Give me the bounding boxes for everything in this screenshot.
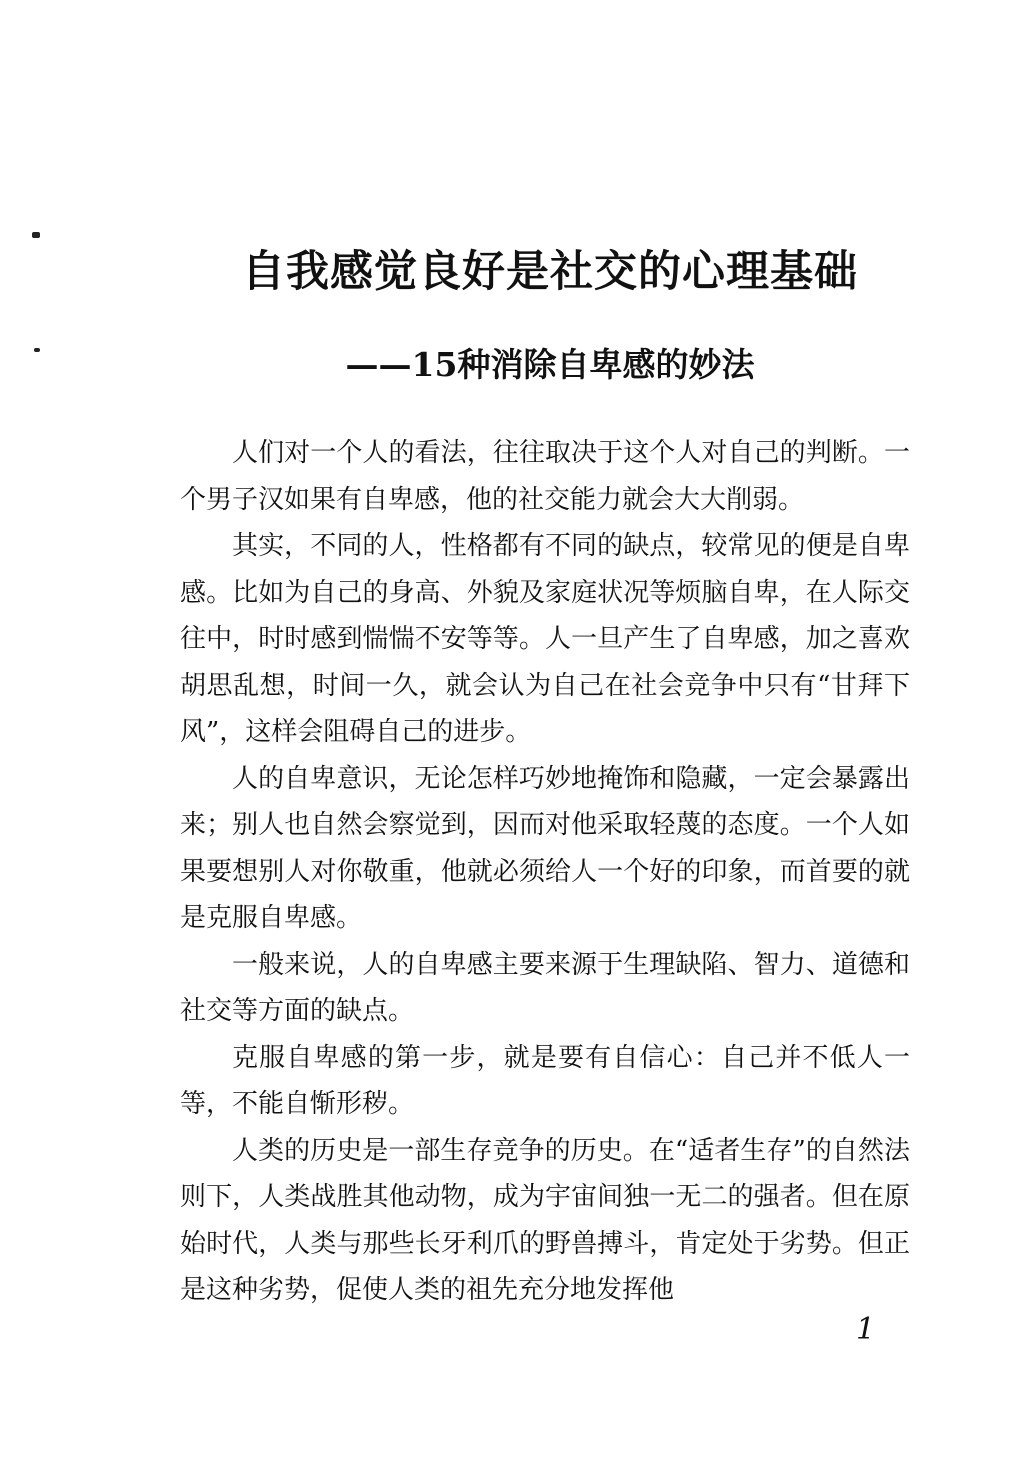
page-subtitle: ——15种消除自卑感的妙法 (345, 345, 755, 384)
paragraph: 人的自卑意识，无论怎样巧妙地掩饰和隐藏，一定会暴露出来；别人也自然会察觉到，因而对他采取轻蔑的态度。一个人如果要想别人对你敬重，他就必须给人一个好的印象，而首要的就是克服自卑感。 (180, 763, 910, 933)
page-number: 1 (856, 1312, 876, 1347)
paragraph: 人类的历史是一部生存竞争的历史。在“适者生存”的自然法则下，人类战胜其他动物，成为宇宙间独一无二的强者。但在原始时代，人类与那些长牙利爪的野兽搏斗，肯定处于劣势。但正是这种劣势，促使人类的祖先充分地发挥他 (180, 1135, 910, 1305)
paragraph: 其实，不同的人，性格都有不同的缺点，较常见的便是自卑感。比如为自己的身高、外貌及家庭状况等烦脑自卑，在人际交往中，时时感到惴惴不安等等。人一旦产生了自卑感，加之喜欢胡思乱想，时间一久，就会认为自己在社会竞争中只有“甘拜下风”，这样会阻碍自己的进步。 (180, 531, 910, 747)
page-title: 自我感觉良好是社交的心理基础 (242, 247, 858, 297)
body-text (180, 430, 910, 1314)
paragraph: 人们对一个人的看法，往往取决于这个人对自己的判断。一个男子汉如果有自卑感，他的社交能力就会大大削弱。 (180, 438, 910, 515)
paragraph: 克服自卑感的第一步，就是要有自信心：自己并不低人一等，不能自惭形秽。 (180, 1042, 910, 1119)
scan-speck (32, 232, 40, 238)
paragraph: 一般来说，人的自卑感主要来源于生理缺陷、智力、道德和社交等方面的缺点。 (180, 949, 910, 1026)
scan-speck (34, 348, 40, 352)
